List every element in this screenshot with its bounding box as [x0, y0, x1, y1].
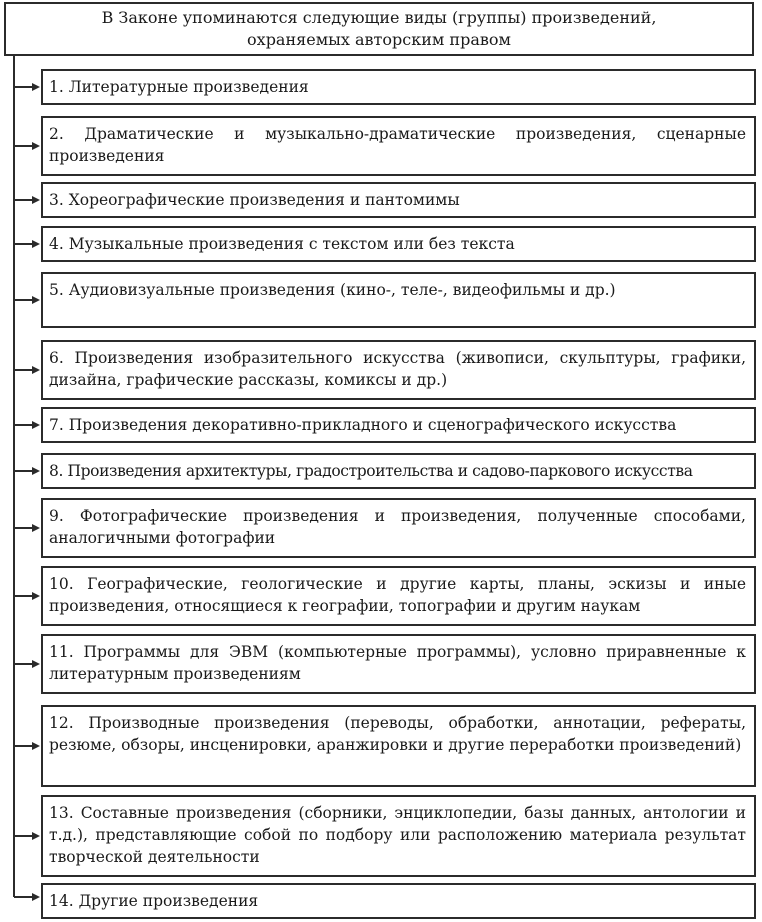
list-item — [41, 453, 756, 489]
item-text: 3. Хореографические произведения и пантомимы — [49, 191, 460, 209]
item-text: 8. Произведения архитектуры, градостроительства и садово-паркового искусства — [49, 462, 693, 480]
item-text: 7. Произведения декоративно-прикладного и сценографического искусства — [49, 416, 677, 434]
item-text: 2. Драматические и музыкально-драматические произведения, сценарные произведения — [49, 125, 746, 165]
arrow-icon — [14, 659, 40, 669]
list-item — [41, 883, 756, 919]
list-item — [41, 272, 756, 328]
item-text: 5. Аудиовизуальные произведения (кино-, теле-, видеофильмы и др.) — [49, 281, 616, 299]
arrow-icon — [14, 523, 40, 533]
header-line-1: В Законе упоминаются следующие виды (группы) произведений, — [101, 8, 657, 27]
arrow-icon — [14, 82, 40, 92]
list-item — [41, 566, 756, 626]
list-item — [41, 634, 756, 694]
list-item — [41, 340, 756, 400]
arrow-icon — [14, 420, 40, 430]
item-text: 11. Программы для ЭВМ (компьютерные программы), условно приравненные к литературным произведениям — [49, 643, 746, 683]
list-item — [41, 795, 756, 877]
list-item — [41, 182, 756, 218]
header-line-2: охраняемых авторским правом — [247, 30, 511, 49]
list-item — [41, 705, 756, 787]
arrow-icon — [14, 741, 40, 751]
arrow-icon — [14, 195, 40, 205]
arrow-icon — [14, 239, 40, 249]
list-item — [41, 407, 756, 443]
list-item — [41, 116, 756, 176]
item-text: 10. Географические, геологические и другие карты, планы, эскизы и иные произведения, относящиеся к географии, топографии и другим наукам — [49, 575, 746, 615]
arrow-icon — [14, 892, 40, 902]
list-item — [41, 69, 756, 105]
list-item — [41, 226, 756, 262]
connector-trunk-line — [13, 56, 15, 897]
item-text: 12. Производные произведения (переводы, обработки, аннотации, рефераты, резюме, обзоры, инсценировки, аранжировки и другие переработки произведений) — [49, 714, 746, 754]
diagram-header — [4, 2, 754, 56]
arrow-icon — [14, 466, 40, 476]
item-text: 14. Другие произведения — [49, 892, 259, 910]
arrow-icon — [14, 591, 40, 601]
item-text: 9. Фотографические произведения и произведения, полученные способами, аналогичными фотографии — [49, 507, 746, 547]
list-item — [41, 498, 756, 558]
item-text: 1. Литературные произведения — [49, 78, 309, 96]
item-text: 13. Составные произведения (сборники, энциклопедии, базы данных, антологии и т.д.), представляющие собой по подбору или расположению материала результат творческой деятельности — [49, 804, 746, 866]
arrow-icon — [14, 141, 40, 151]
arrow-icon — [14, 831, 40, 841]
arrow-icon — [14, 295, 40, 305]
item-text: 6. Произведения изобразительного искусства (живописи, скульптуры, графики, дизайна, графические рассказы, комиксы и др.) — [49, 349, 746, 389]
item-text: 4. Музыкальные произведения с текстом или без текста — [49, 235, 515, 253]
arrow-icon — [14, 365, 40, 375]
